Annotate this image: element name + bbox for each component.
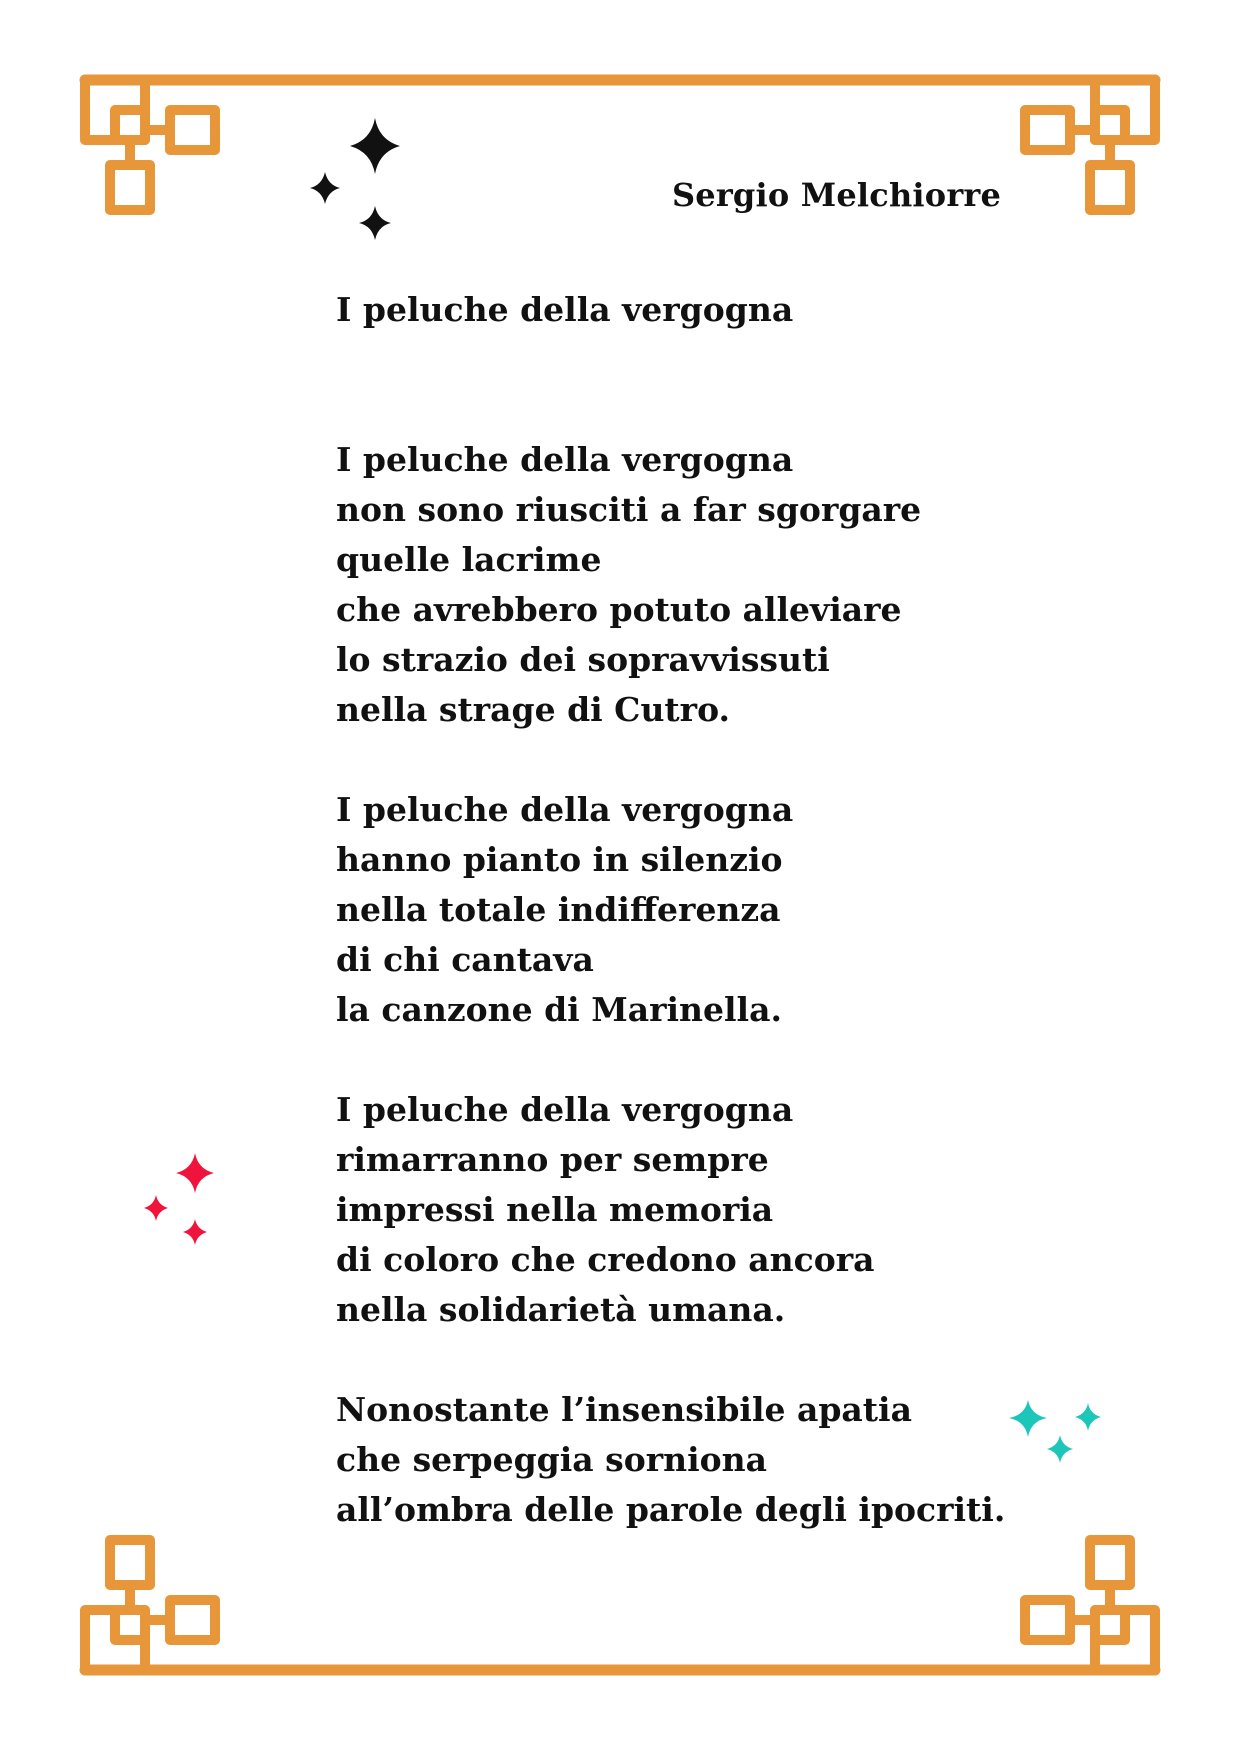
poem-line: che avrebbero potuto alleviare xyxy=(336,590,902,629)
poem-line: la canzone di Marinella. xyxy=(336,990,782,1029)
poem-line: all’ombra delle parole degli ipocriti. xyxy=(336,1490,1006,1529)
poem-line: hanno pianto in silenzio xyxy=(336,840,783,879)
corner-knot-bottom-right xyxy=(1025,1540,1155,1670)
poem-line: I peluche della vergogna xyxy=(336,440,794,479)
poem-line: I peluche della vergogna xyxy=(336,790,794,829)
poem-line: nella strage di Cutro. xyxy=(336,690,730,729)
author-name: Sergio Melchiorre xyxy=(672,176,1002,214)
stanza-1 xyxy=(336,435,921,735)
poem-line: di chi cantava xyxy=(336,940,594,979)
poem-line: nella solidarietà umana. xyxy=(336,1290,786,1329)
stanza-4 xyxy=(336,1385,1005,1535)
poem-line: Nonostante l’insensibile apatia xyxy=(336,1390,912,1429)
poem-line: I peluche della vergogna xyxy=(336,1090,794,1129)
poem-title: I peluche della vergogna xyxy=(336,290,794,329)
poem-line: rimarranno per sempre xyxy=(336,1140,769,1179)
poem-line: quelle lacrime xyxy=(336,540,602,579)
poem-line: impressi nella memoria xyxy=(336,1190,774,1229)
stanza-3 xyxy=(336,1085,875,1335)
poem-line: nella totale indifferenza xyxy=(336,890,781,929)
poem-line: lo strazio dei sopravvissuti xyxy=(336,640,830,679)
sparkle-icon-red xyxy=(138,1145,228,1255)
poem-line: che serpeggia sorniona xyxy=(336,1440,768,1479)
corner-knot-top-left xyxy=(85,80,215,210)
poem-line: di coloro che credono ancora xyxy=(336,1240,875,1279)
corner-knot-top-right xyxy=(1025,80,1155,210)
poem-line: non sono riusciti a far sgorgare xyxy=(336,490,922,529)
sparkle-icon-teal xyxy=(1000,1395,1110,1475)
corner-knot-bottom-left xyxy=(85,1540,215,1670)
sparkle-icon-black xyxy=(300,118,410,248)
stanza-2 xyxy=(336,785,793,1035)
